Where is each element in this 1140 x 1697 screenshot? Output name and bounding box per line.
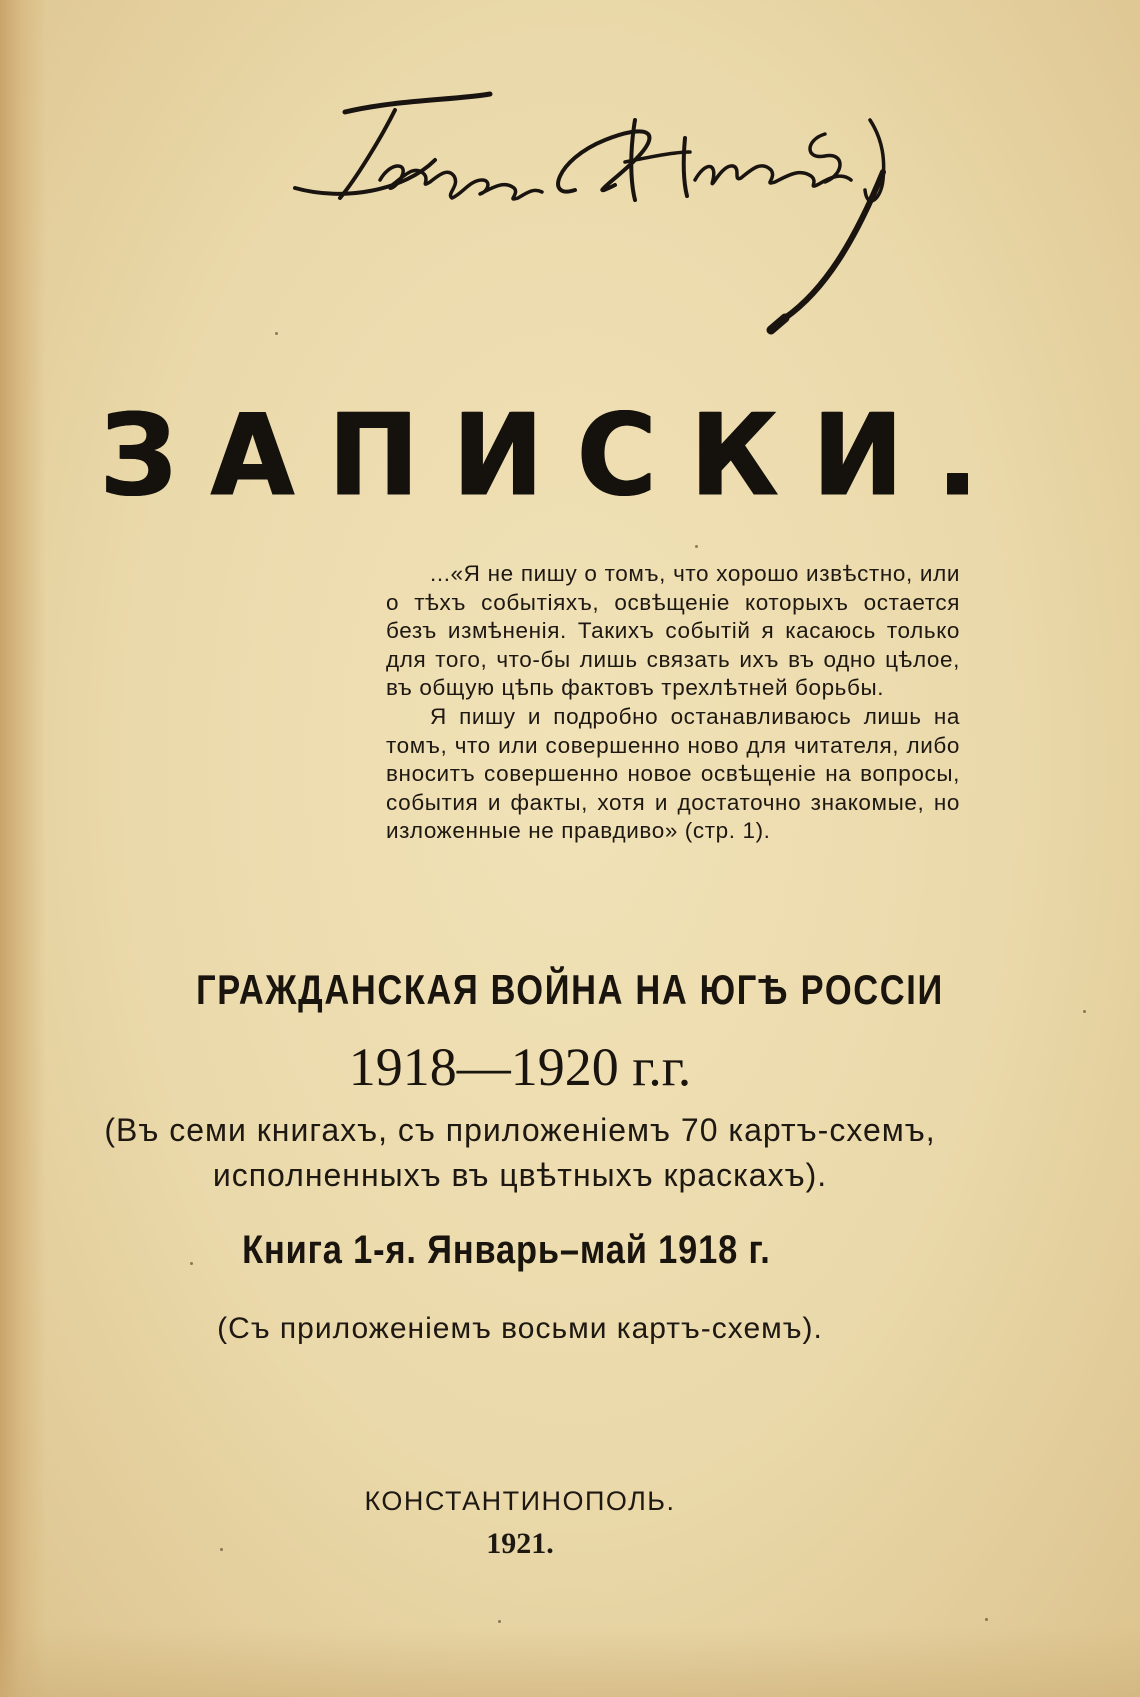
work-title: ГРАЖДАНСКАЯ ВОЙНА НА ЮГѢ РОССІИ (196, 966, 944, 1013)
paper-speck (1083, 1010, 1086, 1013)
edition-note-line-2: исполненныхъ въ цвѣтныхъ краскахъ). (212, 1157, 828, 1193)
paper-bottom-shadow (0, 1627, 1140, 1697)
paper-speck (220, 1548, 223, 1551)
paper-speck (275, 332, 278, 335)
book-note: (Съ приложеніемъ восьми картъ-схемъ). (217, 1312, 823, 1345)
paper-speck (695, 545, 698, 548)
handwritten-signature (285, 90, 965, 350)
epigraph-paragraph-2: Я пишу и подробно останавливаюсь лишь на томъ, что или совершенно ново для читателя, либо вноситъ совершенно новое освѣщеніе на вопросы, события и факты, хотя и достаточно знакомые, но изложенные не правдиво» (стр. 1). (386, 703, 960, 844)
paper-edge-shadow (0, 0, 46, 1697)
signature-text: Генерал Деникин (285, 90, 293, 91)
edition-note-line-1: (Въ семи книгахъ, съ приложеніемъ 70 картъ-схемъ, (104, 1112, 936, 1148)
publication-city: КОНСТАНТИНОПОЛЬ. (364, 1486, 676, 1516)
paper-speck (498, 1620, 501, 1623)
book-title: Книга 1-я. Январь–май 1918 г. (242, 1228, 771, 1272)
epigraph-paragraph-1: ...«Я не пишу о томъ, что хорошо извѣстно, или о тѣхъ событіяхъ, освѣщеніе которыхъ остается безъ измѣненія. Такихъ событій я касаюсь только для того, что-бы лишь связать ихъ въ одно цѣлое, въ общую цѣпь фактовъ трехлѣтней борьбы. (386, 561, 960, 701)
paper-speck (985, 1618, 988, 1621)
epigraph (386, 560, 960, 846)
years-range: 1918—1920 г.г. (348, 1037, 692, 1097)
main-title: ЗАПИСКИ. (100, 390, 1013, 522)
publication-year: 1921. (486, 1527, 554, 1560)
paper-speck (190, 1262, 193, 1265)
